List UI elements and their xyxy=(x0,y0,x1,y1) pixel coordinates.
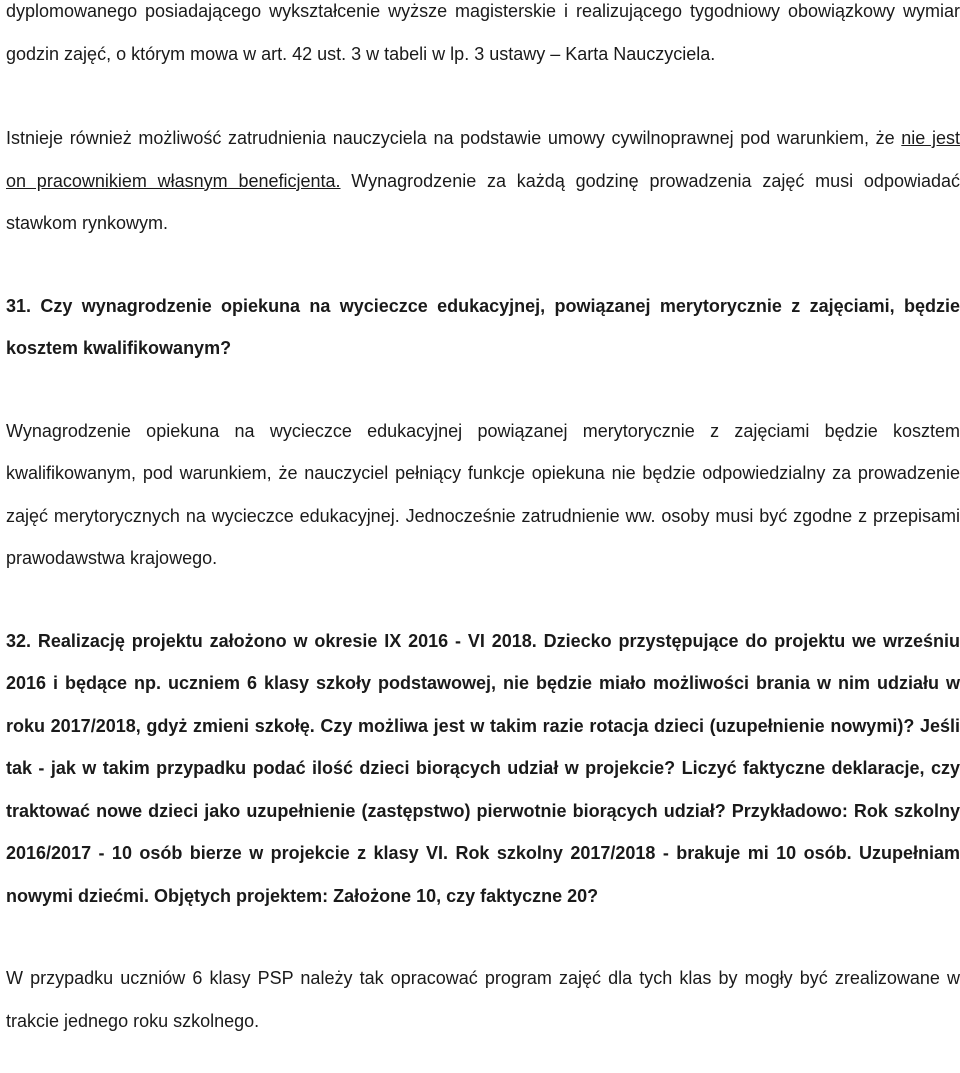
civil-text-before: Istnieje również możliwość zatrudnienia nauczyciela na podstawie umowy cywilnoprawnej pod warunkiem, że xyxy=(6,128,902,148)
spacer xyxy=(6,917,960,957)
paragraph-civil-contract xyxy=(6,117,960,245)
answer-32: W przypadku uczniów 6 klasy PSP należy tak opracować program zajęć dla tych klas by mogły być zrealizowane w trakcie jednego roku szkolnego. xyxy=(6,968,960,1031)
paragraph-intro: dyplomowanego posiadającego wykształcenie wyższe magisterskie i realizującego tygodniowy obowiązkowy wymiar godzin zajęć, o którym mowa w art. 42 ust. 3 w tabeli w lp. 3 ustawy – Karta Nauczyciela. xyxy=(6,1,960,64)
spacer xyxy=(6,370,960,410)
spacer xyxy=(6,245,960,285)
civil-text-underlined: nie jest on pracownikiem własnym beneficjenta. xyxy=(6,128,960,191)
spacer xyxy=(6,75,960,117)
spacer xyxy=(6,580,960,620)
answer-31: Wynagrodzenie opiekuna na wycieczce edukacyjnej powiązanej merytorycznie z zajęciami będzie kosztem kwalifikowanym, pod warunkiem, że nauczyciel pełniący funkcje opiekuna nie będzie odpowiedzialny za prowadzenie zajęć merytorycznych na wycieczce edukacyjnej. Jednocześnie zatrudnienie ww. osoby musi być zgodne z przepisami prawodawstwa krajowego. xyxy=(6,420,960,568)
civil-text-after: Wynagrodzenie za każdą godzinę prowadzenia zajęć musi odpowiadać stawkom rynkowym. xyxy=(6,170,960,233)
question-31: 31. Czy wynagrodzenie opiekuna na wycieczce edukacyjnej, powiązanej merytorycznie z zajęciami, będzie kosztem kwalifikowanym? xyxy=(6,295,960,358)
question-32: 32. Realizację projektu założono w okresie IX 2016 - VI 2018. Dziecko przystępujące do projektu we wrześniu 2016 i będące np. uczniem 6 klasy szkoły podstawowej, nie będzie miało możliwości brania w nim udziału w roku 2017/2018, gdyż zmieni szkołę. Czy możliwa jest w takim razie rotacja dzieci (uzupełnienie nowymi)? Jeśli tak - jak w takim przypadku podać ilość dzieci biorących udział w projekcie? Liczyć faktyczne deklaracje, czy traktować nowe dzieci jako uzupełnienie (zastępstwo) pierwotnie biorących udział? Przykładowo: Rok szkolny 2016/2017 - 10 osób bierze w projekcie z klasy VI. Rok szkolny 2017/2018 - brakuje mi 10 osób. Uzupełniam nowymi dziećmi. Objętych projektem: Założone 10, czy faktyczne 20? xyxy=(6,630,960,906)
